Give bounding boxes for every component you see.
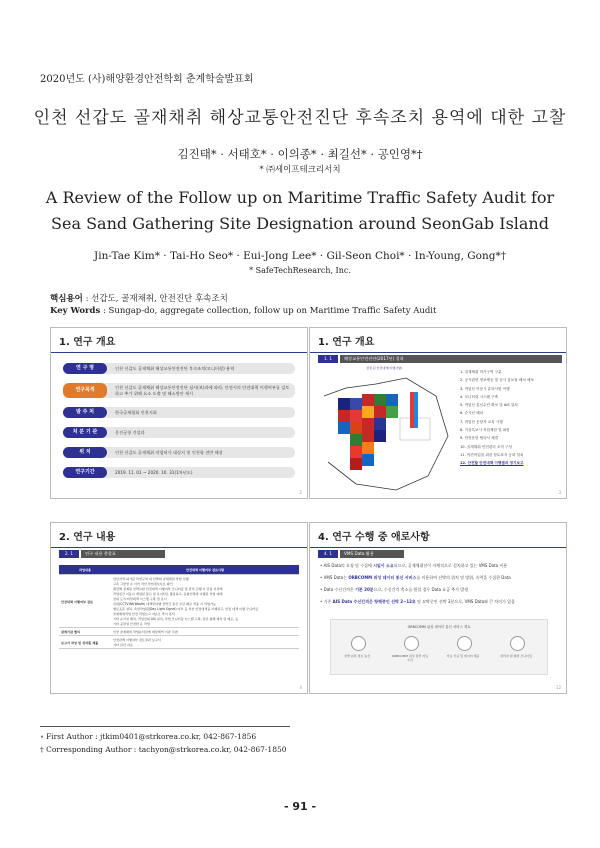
slide-title: 1. 연구 개요 xyxy=(318,337,375,348)
overview-label: 연 구 명 xyxy=(63,363,107,374)
keywords-english-label: Key Words xyxy=(50,306,101,316)
bullet-item: • AIS Data의 요청 및 수집에 시일이 소요되므로, 골재채취선이 자체적으로 설치하고 있는 VMS Data 이용 xyxy=(320,563,508,568)
slide-title: 4. 연구 수행 중 애로사항 xyxy=(318,532,430,543)
diagram-step: 자료 가공 및 데이터 제공 xyxy=(446,654,480,658)
map-caption: 결정 된 안전대책(이행사항) xyxy=(366,366,403,370)
safety-measures-list xyxy=(460,368,560,468)
table-item: 기타 순시선 배치, 작업선의 AIS 설치, 작업 모니터링 시스템 구축, 골조 항해 재작 및 배포, 등 xyxy=(113,617,239,621)
safety-measure-item: 5. 작업선 통신수단 확보 및 AIS 설치 xyxy=(460,403,518,408)
slide-research-overview xyxy=(50,327,308,499)
diagram-step: 관리자 웹 화면 모니터링 xyxy=(500,654,532,658)
overview-value: 인천 선갑도 골재채취 작업허가 대상지 및 인천항 전반 해상 xyxy=(115,450,223,455)
safety-measure-item: 2. 공사관련 정보제공 및 공사 홍보물 배치 배포 xyxy=(460,378,534,383)
orbcomm-diagram xyxy=(330,619,548,675)
slide-page-number: 3 xyxy=(558,490,561,495)
slide-page-number: 12 xyxy=(555,685,561,690)
table-item: 안산지역 허가된 작업구역 내 선박의 골재채취 작업 수행 xyxy=(113,577,189,581)
table-row-items xyxy=(111,636,299,649)
overview-row xyxy=(63,407,295,418)
english-title-line-2: Sea Sand Gathering Site Designation around SeonGab Island xyxy=(51,214,549,233)
korean-title: 인천 선갑도 골재채취 해상교통안전진단 후속조치 용역에 대한 고찰 xyxy=(33,108,567,128)
keywords-korean-label: 핵심용어 xyxy=(50,294,83,304)
safety-measure-item: 3. 작업선 이동시 유의사항 이행 xyxy=(460,386,510,391)
footnote-first-author: ∘ First Author : jtkim0401@strkorea.co.kr, 042-867-1856 xyxy=(40,732,257,741)
research-content-table xyxy=(59,565,299,649)
overview-row xyxy=(63,427,295,438)
table-header-task: 과업내용 xyxy=(59,565,111,575)
safety-measure-item: 1. 골재채취 허가구역 구분 xyxy=(460,370,502,374)
server-icon xyxy=(457,636,472,651)
table-item: 기타 관련 자료 xyxy=(113,643,133,647)
slide-title-rule xyxy=(51,547,307,548)
overview-row xyxy=(63,467,295,478)
english-authors: Jin-Tae Kim* · Tai-Ho Seo* · Eui-Jong Lee* · Gil-Seon Choi* · In-Young, Gong*† xyxy=(94,250,506,262)
keywords-english-text: : Sungap-do, aggregate collection, follow up on Maritime Traffic Safety Audit xyxy=(102,306,437,316)
overview-label: 발 주 처 xyxy=(63,407,107,418)
diagram-step: ORBCOMM 위성 통한 자료 수신 xyxy=(391,654,429,662)
slide-title: 2. 연구 내용 xyxy=(59,532,116,543)
bullet-item: • VMS Data는 ORBCOMM 위성 데이터 통신 서비스를 이용하여 선박의 위치 및 방위, 속력을 수집한 Data xyxy=(320,575,511,580)
table-item: 선내 도크·비상대책 시스템 구축 및 표시 xyxy=(113,597,167,601)
overview-label: 연구기간 xyxy=(63,467,107,478)
overview-value: 인천 선갑도 골재채취 해상교통안전진단 후속조치(모니터링) 용역 xyxy=(115,366,235,371)
subsection-number: 4. 1 xyxy=(318,550,338,558)
keywords-korean xyxy=(50,292,228,304)
safety-measure-item: 4. 모니터링 시스템 구축 xyxy=(460,394,499,399)
table-item: 선내(CCTV)Nt(Woofe) 대책만다행 선박간 통신 수단 확보 적용 시 작업가능 xyxy=(113,602,216,606)
keywords-english xyxy=(50,306,436,316)
monitor-icon xyxy=(510,636,525,651)
subsection-number: 1. 1 xyxy=(318,355,338,363)
slide-title: 1. 연구 개요 xyxy=(59,337,116,348)
table-item: 작업선간 이동시 개설된 통로 및 유지선로 활용하고, 운항선박과 이행된 작업 태세 xyxy=(113,592,223,596)
table-header-review: 안전대책 이행여부 검토사항 xyxy=(111,565,299,575)
safety-measure-item: 8. 기상특보시 작업제한 및 피항 xyxy=(460,428,510,433)
ship-icon xyxy=(351,636,366,651)
subsection-title: 해상교통안전진단(2017년) 결과 xyxy=(340,355,562,363)
overview-row xyxy=(63,447,295,458)
overview-value: 한국골재협회 인천지회 xyxy=(115,410,157,415)
table-item: 채진해 골재원 선박교환 안전대책 이행여부 모니터링 및 관리 진행 이 만큼 이상에 xyxy=(113,587,223,591)
safety-measure-item: 9. 안전운항 협의서 체결 xyxy=(460,436,499,441)
english-affiliation: * SafeTechResearch, Inc. xyxy=(249,266,351,275)
overview-label: 처 분 기 관 xyxy=(63,427,107,438)
slide-research-content xyxy=(50,522,308,694)
table-item: 기타 공관설 안전한 운 작업 xyxy=(113,622,150,626)
conference-name: 2020년도 (사)해양환경안전학회 춘계학술발표회 xyxy=(40,74,254,85)
keywords-korean-text: : 선갑도, 골재채취, 안전진단 후속조치 xyxy=(85,294,228,304)
overview-label: 위 치 xyxy=(63,447,107,458)
overview-value: 옹진군청 건설과 xyxy=(115,430,145,435)
table-item: 골재채취작업 안전 작업보고 자료로 추이 분석 xyxy=(113,612,175,616)
footnote-corresponding-author: † Corresponding Author : tachyon@strkorea.co.kr, 042-867-1850 xyxy=(40,745,287,754)
diagram-step: 선박 위치 정보 송신 xyxy=(343,654,371,658)
slide-title-rule xyxy=(310,352,566,353)
korean-affiliation: * ㈜세이프테크리서치 xyxy=(259,165,341,175)
satellite-icon xyxy=(404,636,419,651)
safety-measure-item: 6. 순시선 배치 xyxy=(460,411,484,416)
table-item: 협로표준 설치, 속선작업원(Day Light Signal) 여부 등 작선 안전대책을 이행하고, 안전 대책 이행 모니터링 xyxy=(113,607,259,611)
footnote-rule xyxy=(40,726,290,727)
english-title-line-1: A Review of the Follow up on Maritime Traffic Safety Audit for xyxy=(45,188,555,207)
overview-value: 2019. 11. 01 ~ 2020. 10. 31(1차년도) xyxy=(115,470,193,475)
table-item: 인천 골재채취 작업분석관계 대상해역 이관 주변 xyxy=(113,630,178,634)
bullet-item: • 기존 AIS Data 수신간격은 항해중인 선박 2~12초 및 묘박중인 선박 3분으로, VMS Data와 큰 차이가 있음 xyxy=(320,599,516,604)
subsection-title: 연구 내용 총괄표 xyxy=(81,550,165,558)
english-title xyxy=(0,185,600,237)
table-row-name: 보고서 작성 및 성과품 제출 xyxy=(59,636,111,649)
table-row-items xyxy=(111,575,299,628)
table-item: 인천관계 이행여부 검토결과 보고서 xyxy=(113,638,161,642)
overview-label: 연구목적 xyxy=(63,383,107,398)
subsection-title: VMS Data 활용 xyxy=(340,550,404,558)
slide-audit-results xyxy=(309,327,567,499)
safety-measure-item: 12. 안전할 안전대책 이행결과 정기보고 xyxy=(460,461,524,466)
table-item: 고속 그물망 손 이어 작선 작업정보수로 확인 xyxy=(113,582,173,586)
table-row-name: 안전대책 이행여부 검토 xyxy=(59,575,111,628)
slide-page-number: 4 xyxy=(299,685,302,690)
slide-difficulties xyxy=(309,522,567,694)
page-number: - 91 - xyxy=(283,800,317,813)
table-row-items xyxy=(111,628,299,636)
safety-measure-item: 7. 작업선 운항자 교육 시행 xyxy=(460,419,503,424)
overview-row xyxy=(63,363,295,374)
diagram-title: ORBCOMM 위성 데이터 통신 서비스 개요 xyxy=(407,625,471,629)
subsection-number: 2. 1 xyxy=(59,550,79,558)
korean-authors: 김진태* · 서태호* · 이의종* · 최길선* · 공인영*† xyxy=(177,147,423,161)
bullet-item: • Data 수신간격은 기본 20분으로, 수신간격 축소를 원할 경우 Data 요금 추가 발생 xyxy=(320,587,469,592)
safety-measure-item: 11. 야간작업을 위한 항로표지 등화 설치 xyxy=(460,452,524,457)
slide-page-number: 2 xyxy=(299,490,302,495)
safety-measure-item: 10. 골재채취 안전관리 조직 구성 xyxy=(460,444,512,449)
audit-map xyxy=(316,366,456,494)
slide-title-rule xyxy=(310,547,566,548)
slide-title-rule xyxy=(51,352,307,353)
overview-value: 인천 선갑도 골재채취 해상교통안전진단 심사(보)과에 따라, 안전시의 안전대책 이행여부를 검토하고 추가 위해 요소 도출 및 해소방안 제시 xyxy=(115,385,290,396)
overview-row xyxy=(63,383,295,398)
table-row-name: 관계기관 협의 xyxy=(59,628,111,636)
